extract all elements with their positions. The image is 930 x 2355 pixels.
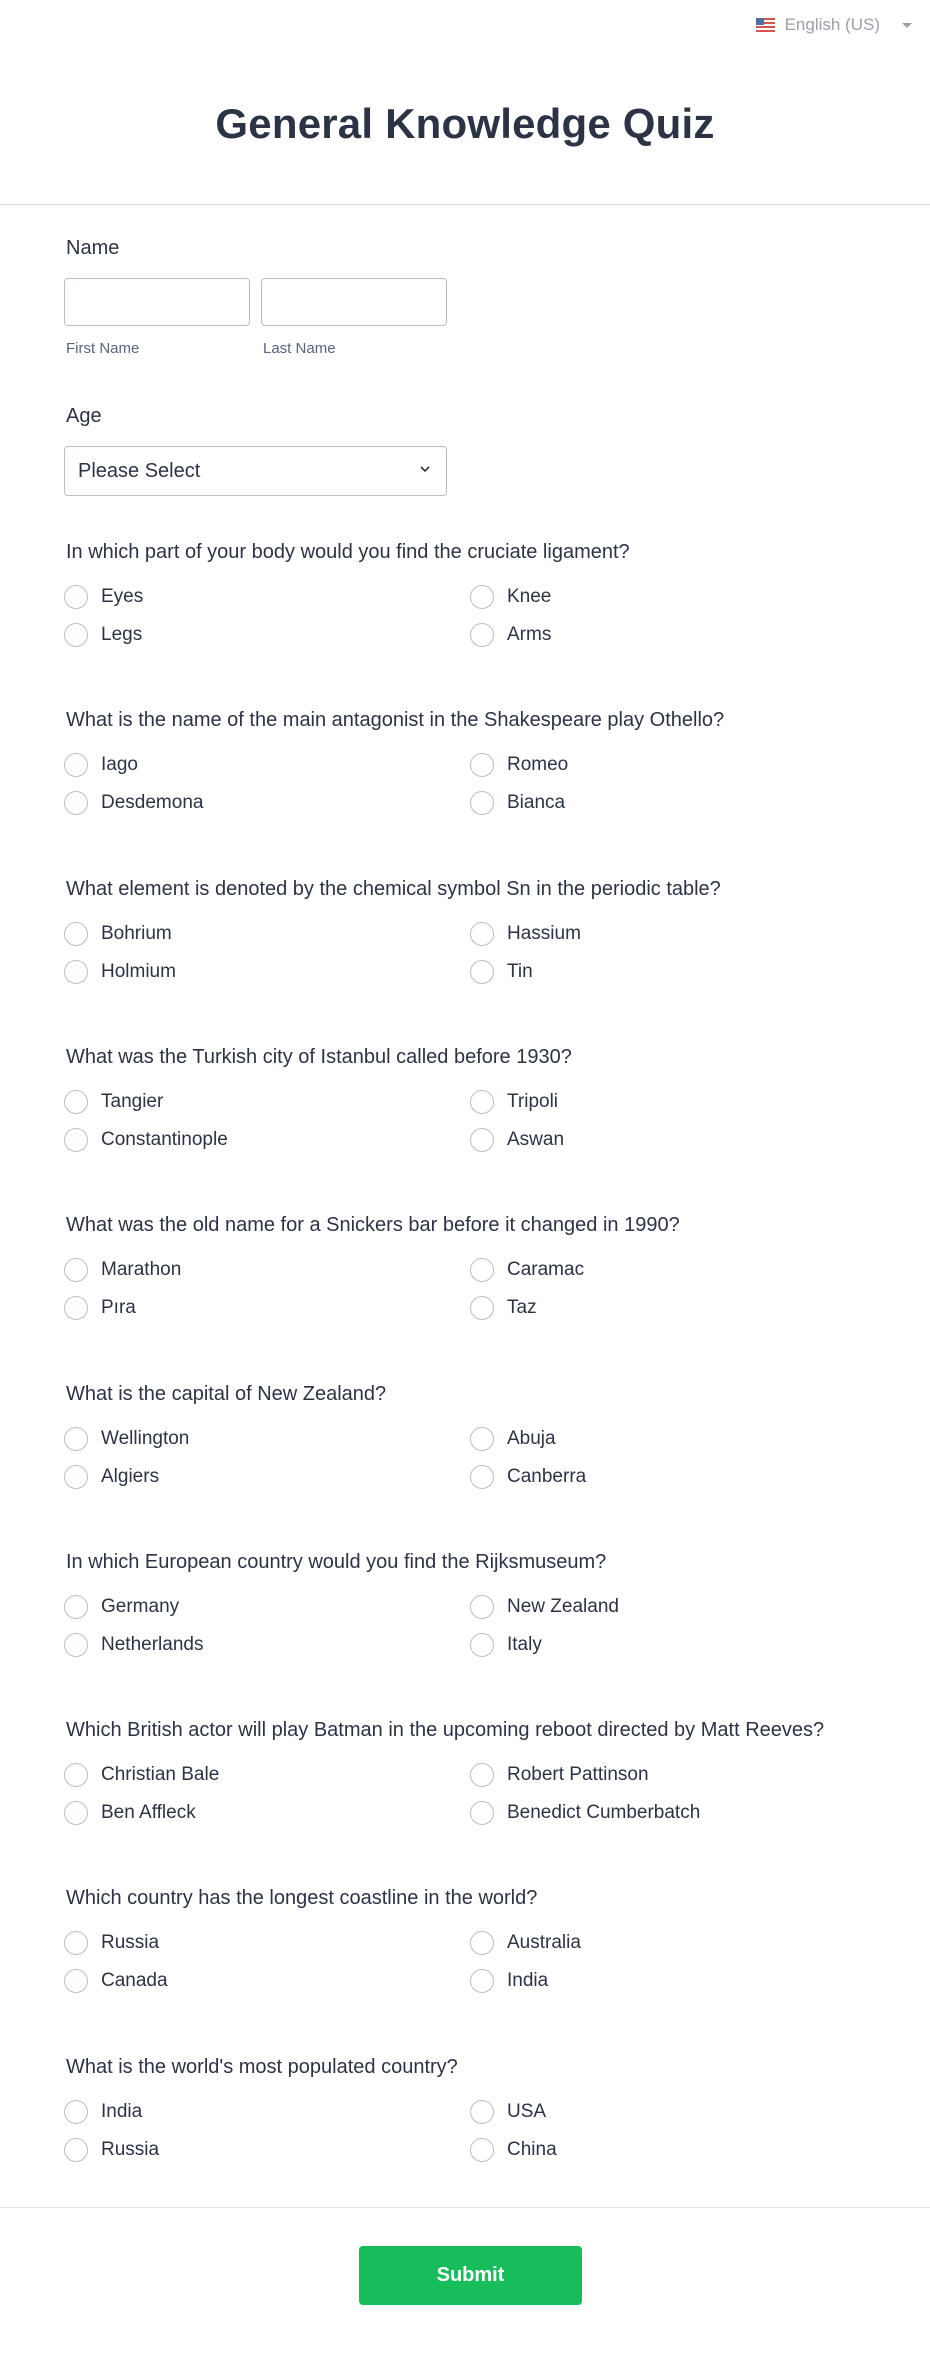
form-header: [0, 0, 930, 205]
radio-option[interactable]: [64, 1931, 159, 1955]
radio-button[interactable]: [64, 585, 88, 609]
question-title: What is the name of the main antagonist in the Shakespeare play Othello?: [66, 709, 725, 731]
radio-option[interactable]: [64, 1296, 136, 1320]
radio-option-label: Canberra: [507, 1466, 587, 1487]
radio-option[interactable]: [470, 960, 533, 984]
radio-option[interactable]: [470, 1128, 564, 1152]
radio-option[interactable]: [64, 1258, 181, 1282]
radio-option-label: Hassium: [507, 923, 581, 944]
radio-option-label: Germany: [101, 1596, 180, 1617]
radio-button[interactable]: [64, 1969, 88, 1993]
radio-option[interactable]: [64, 1427, 189, 1451]
radio-button[interactable]: [64, 1427, 88, 1451]
radio-option-label: Iago: [101, 754, 138, 775]
question-title: What was the Turkish city of Istanbul called before 1930?: [66, 1046, 572, 1068]
radio-option[interactable]: [64, 2100, 142, 2124]
radio-option-label: Russia: [101, 1932, 160, 1953]
age-select[interactable]: [64, 446, 447, 496]
radio-button[interactable]: [64, 1763, 88, 1787]
radio-option[interactable]: [470, 585, 551, 609]
radio-option[interactable]: [470, 1633, 542, 1657]
question-title: What is the world's most populated country?: [66, 2056, 458, 2078]
chevron-down-icon: [420, 464, 430, 474]
radio-option-label: Robert Pattinson: [507, 1764, 649, 1785]
radio-button[interactable]: [64, 1465, 88, 1489]
radio-button[interactable]: [64, 1931, 88, 1955]
radio-button[interactable]: [470, 1801, 494, 1825]
radio-option[interactable]: [470, 1258, 584, 1282]
radio-option-label: Benedict Cumberbatch: [507, 1802, 701, 1823]
radio-option-label: Ben Affleck: [101, 1802, 196, 1823]
radio-option-label: Desdemona: [101, 792, 204, 813]
radio-option[interactable]: [470, 791, 565, 815]
radio-button[interactable]: [64, 623, 88, 647]
radio-option[interactable]: [470, 1595, 619, 1619]
last-name-input[interactable]: [261, 278, 447, 326]
radio-option-label: Italy: [507, 1634, 542, 1655]
radio-option-label: Bianca: [507, 792, 566, 813]
radio-button[interactable]: [64, 922, 88, 946]
radio-option[interactable]: [64, 623, 142, 647]
radio-button[interactable]: [470, 922, 494, 946]
radio-option-label: Aswan: [507, 1129, 565, 1150]
radio-option[interactable]: [64, 1633, 203, 1657]
radio-option-label: Australia: [507, 1932, 581, 1953]
first-name-sublabel: First Name: [66, 340, 140, 357]
radio-button[interactable]: [64, 960, 88, 984]
radio-button[interactable]: [64, 1296, 88, 1320]
radio-option-label: Pıra: [101, 1297, 136, 1318]
radio-option-label: Holmium: [101, 961, 176, 982]
radio-button[interactable]: [470, 960, 494, 984]
radio-button[interactable]: [64, 1090, 88, 1114]
radio-option[interactable]: [470, 1801, 700, 1825]
radio-option[interactable]: [470, 1931, 581, 1955]
radio-option[interactable]: [470, 2100, 546, 2124]
radio-option[interactable]: [470, 1465, 586, 1489]
radio-option[interactable]: [64, 1969, 168, 1993]
age-label: Age: [66, 405, 102, 427]
radio-option-label: Taz: [507, 1297, 537, 1318]
radio-option[interactable]: [470, 623, 551, 647]
radio-button[interactable]: [470, 1931, 494, 1955]
radio-option[interactable]: [64, 753, 138, 777]
radio-button[interactable]: [470, 753, 494, 777]
language-label: English (US): [784, 15, 880, 34]
radio-option-label: Christian Bale: [101, 1764, 220, 1785]
radio-option[interactable]: [64, 1801, 196, 1825]
radio-option-label: Abuja: [507, 1428, 556, 1449]
radio-option[interactable]: [470, 1969, 548, 1993]
radio-option[interactable]: [470, 1090, 558, 1114]
radio-option-label: China: [507, 2139, 557, 2160]
radio-button[interactable]: [470, 1427, 494, 1451]
radio-option-label: Tin: [507, 961, 533, 982]
radio-option[interactable]: [64, 1465, 159, 1489]
radio-option[interactable]: [64, 1763, 219, 1787]
question-title: Which British actor will play Batman in the upcoming reboot directed by Matt Reeves?: [66, 1719, 825, 1741]
radio-option[interactable]: [64, 1128, 228, 1152]
radio-button[interactable]: [64, 1633, 88, 1657]
radio-option-label: Canada: [101, 1970, 168, 1991]
age-select-value: Please Select: [78, 460, 201, 482]
radio-button[interactable]: [470, 585, 494, 609]
radio-option-label: Marathon: [101, 1259, 182, 1280]
radio-option-label: India: [101, 2101, 143, 2122]
radio-button[interactable]: [470, 791, 494, 815]
radio-option-label: Constantinople: [101, 1129, 228, 1150]
radio-button[interactable]: [470, 1595, 494, 1619]
name-label: Name: [66, 237, 120, 259]
radio-option[interactable]: [64, 960, 176, 984]
radio-button[interactable]: [470, 1128, 494, 1152]
radio-option-label: USA: [507, 2101, 547, 2122]
radio-option-label: Caramac: [507, 1259, 585, 1280]
footer-divider: [0, 2207, 930, 2208]
radio-button[interactable]: [64, 791, 88, 815]
page-title: General Knowledge Quiz: [215, 100, 715, 147]
radio-option-label: Legs: [101, 624, 143, 645]
radio-option-label: Tripoli: [507, 1091, 559, 1112]
radio-option-label: Eyes: [101, 586, 144, 607]
radio-option-label: Algiers: [101, 1466, 160, 1487]
radio-option[interactable]: [64, 1090, 163, 1114]
radio-button[interactable]: [64, 1128, 88, 1152]
radio-option-label: India: [507, 1970, 549, 1991]
radio-option-label: New Zealand: [507, 1596, 619, 1617]
radio-option[interactable]: [64, 585, 143, 609]
radio-option-label: Netherlands: [101, 1634, 204, 1655]
radio-option-label: Knee: [507, 586, 552, 607]
radio-button[interactable]: [470, 1969, 494, 1993]
radio-button[interactable]: [470, 2100, 494, 2124]
radio-option-label: Wellington: [101, 1428, 190, 1449]
radio-option[interactable]: [470, 1296, 537, 1320]
radio-option[interactable]: [470, 1427, 556, 1451]
question-title: What element is denoted by the chemical symbol Sn in the periodic table?: [66, 878, 721, 900]
radio-button[interactable]: [64, 1258, 88, 1282]
radio-button[interactable]: [470, 1763, 494, 1787]
radio-button[interactable]: [470, 1296, 494, 1320]
radio-option-label: Romeo: [507, 754, 569, 775]
question-title: In which part of your body would you find the cruciate ligament?: [66, 541, 630, 563]
radio-option[interactable]: [64, 1595, 179, 1619]
radio-option-label: Bohrium: [101, 923, 172, 944]
radio-button[interactable]: [470, 1465, 494, 1489]
radio-option[interactable]: [470, 2138, 557, 2162]
radio-button[interactable]: [64, 1801, 88, 1825]
radio-option-label: Russia: [101, 2139, 160, 2160]
question-title: Which country has the longest coastline in the world?: [66, 1887, 538, 1909]
question-title: What was the old name for a Snickers bar before it changed in 1990?: [66, 1214, 680, 1236]
radio-button[interactable]: [64, 2138, 88, 2162]
radio-button[interactable]: [64, 2100, 88, 2124]
radio-button[interactable]: [470, 1258, 494, 1282]
radio-button[interactable]: [470, 1633, 494, 1657]
radio-option-label: Tangier: [101, 1091, 164, 1112]
last-name-sublabel: Last Name: [263, 340, 336, 357]
radio-option-label: Arms: [507, 624, 552, 645]
radio-button[interactable]: [64, 753, 88, 777]
radio-button[interactable]: [470, 2138, 494, 2162]
question-title: In which European country would you find the Rijksmuseum?: [66, 1551, 607, 1573]
radio-option[interactable]: [470, 922, 581, 946]
radio-option[interactable]: [64, 922, 172, 946]
first-name-input[interactable]: [64, 278, 250, 326]
radio-option[interactable]: [470, 753, 568, 777]
question-title: What is the capital of New Zealand?: [66, 1383, 387, 1405]
radio-button[interactable]: [470, 1090, 494, 1114]
submit-button[interactable]: Submit: [359, 2246, 582, 2305]
radio-button[interactable]: [64, 1595, 88, 1619]
radio-option[interactable]: [470, 1763, 649, 1787]
radio-button[interactable]: [470, 623, 494, 647]
radio-option[interactable]: [64, 791, 203, 815]
radio-option[interactable]: [64, 2138, 159, 2162]
